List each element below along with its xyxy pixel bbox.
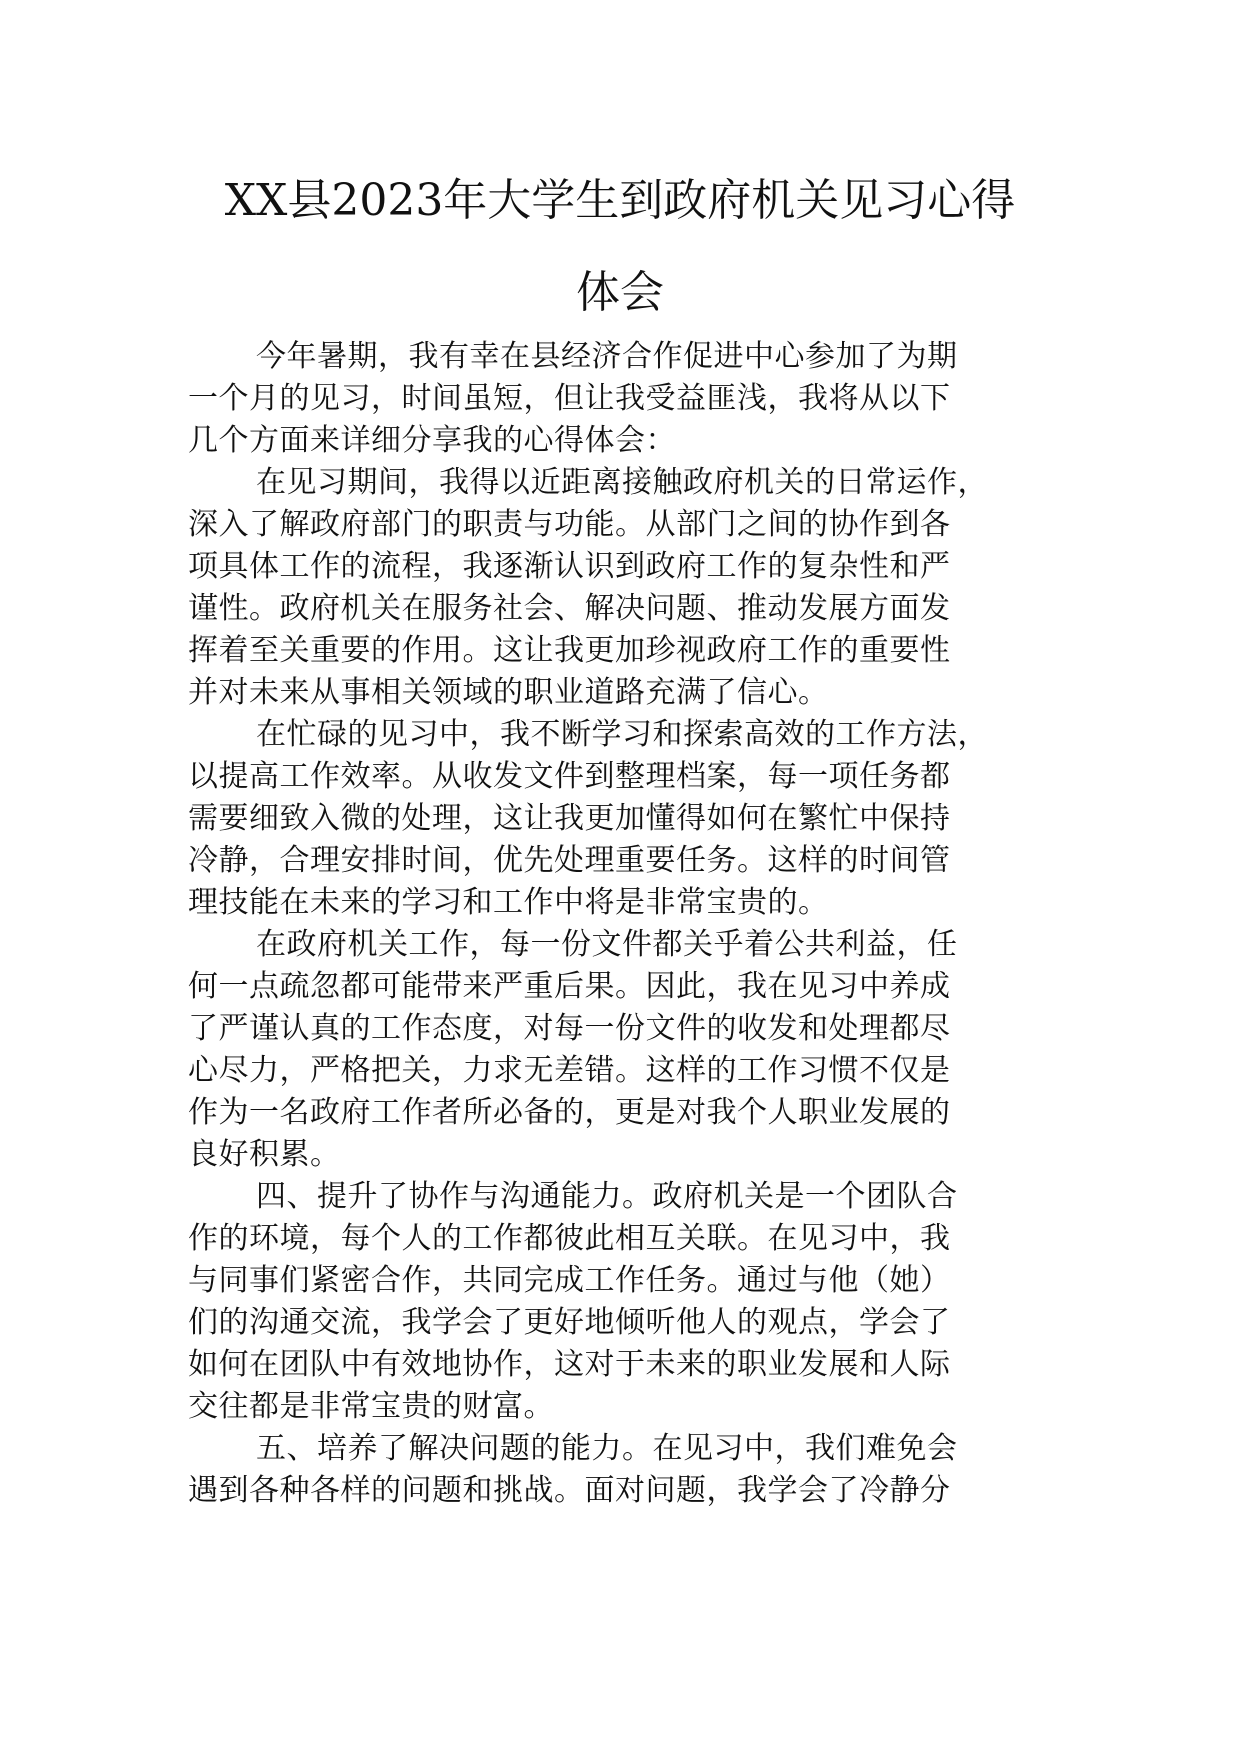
paragraph-line: 理技能在未来的学习和工作中将是非常宝贵的。	[188, 885, 829, 920]
paragraph-line: 深入了解政府部门的职责与功能。从部门之间的协作到各	[188, 507, 951, 542]
paragraph-line: 遇到各种各样的问题和挑战。面对问题，我学会了冷静分	[188, 1473, 951, 1508]
paragraph-attitude	[188, 924, 1068, 1176]
paragraph-line: 一个月的见习，时间虽短，但让我受益匪浅，我将从以下	[188, 381, 951, 416]
paragraph-line: 在见习期间，我得以近距离接触政府机关的日常运作，	[256, 465, 988, 500]
paragraph-collaboration	[188, 1176, 1068, 1428]
paragraph-line: 了严谨认真的工作态度，对每一份文件的收发和处理都尽	[188, 1011, 951, 1046]
paragraph-line: 与同事们紧密合作，共同完成工作任务。通过与他（她）	[188, 1263, 951, 1298]
paragraph-line: 良好积累。	[188, 1137, 341, 1172]
paragraph-line: 交往都是非常宝贵的财富。	[188, 1389, 554, 1424]
paragraph-line: 挥着至关重要的作用。这让我更加珍视政府工作的重要性	[188, 633, 951, 668]
document-body	[188, 336, 1068, 1512]
paragraph-line: 心尽力，严格把关，力求无差错。这样的工作习惯不仅是	[188, 1053, 951, 1088]
document-title-line-1: XX县2023年大学生到政府机关见习心得	[224, 175, 1016, 226]
paragraph-line: 如何在团队中有效地协作，这对于未来的职业发展和人际	[188, 1347, 951, 1382]
paragraph-intro	[188, 336, 1068, 462]
paragraph-line: 们的沟通交流，我学会了更好地倾听他人的观点，学会了	[188, 1305, 951, 1340]
paragraph-understanding	[188, 462, 1068, 714]
paragraph-line: 冷静，合理安排时间，优先处理重要任务。这样的时间管	[188, 843, 951, 878]
paragraph-line: 谨性。政府机关在服务社会、解决问题、推动发展方面发	[188, 591, 951, 626]
paragraph-line: 何一点疏忽都可能带来严重后果。因此，我在见习中养成	[188, 969, 951, 1004]
paragraph-line: 五、培养了解决问题的能力。在见习中，我们难免会	[256, 1431, 958, 1466]
paragraph-line: 几个方面来详细分享我的心得体会：	[188, 423, 676, 458]
paragraph-line: 需要细致入微的处理，这让我更加懂得如何在繁忙中保持	[188, 801, 951, 836]
paragraph-problem-solving	[188, 1428, 1068, 1512]
paragraph-line: 今年暑期，我有幸在县经济合作促进中心参加了为期	[256, 339, 958, 374]
paragraph-line: 作为一名政府工作者所必备的，更是对我个人职业发展的	[188, 1095, 951, 1130]
paragraph-efficiency	[188, 714, 1068, 924]
paragraph-line: 项具体工作的流程，我逐渐认识到政府工作的复杂性和严	[188, 549, 951, 584]
paragraph-line: 并对未来从事相关领域的职业道路充满了信心。	[188, 675, 829, 710]
paragraph-line: 在政府机关工作，每一份文件都关乎着公共利益，任	[256, 927, 958, 962]
document-title-line-2: 体会	[576, 267, 664, 318]
paragraph-line: 作的环境，每个人的工作都彼此相互关联。在见习中，我	[188, 1221, 951, 1256]
paragraph-line: 以提高工作效率。从收发文件到整理档案，每一项任务都	[188, 759, 951, 794]
paragraph-line: 在忙碌的见习中，我不断学习和探索高效的工作方法，	[256, 717, 988, 752]
paragraph-line: 四、提升了协作与沟通能力。政府机关是一个团队合	[256, 1179, 958, 1214]
